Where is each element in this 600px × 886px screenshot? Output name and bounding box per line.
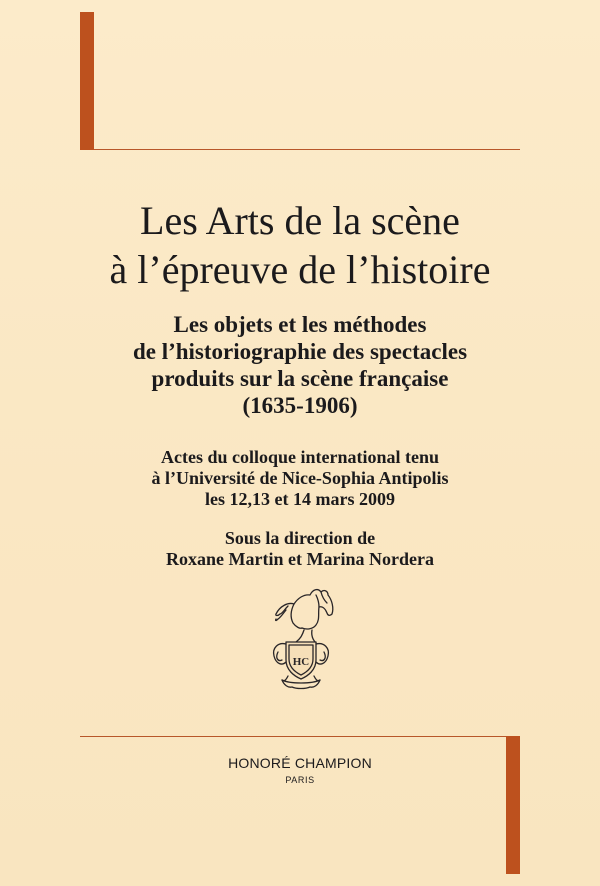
subtitle-line-1: Les objets et les méthodes xyxy=(173,312,427,337)
proceedings-line-1: Actes du colloque international tenu xyxy=(160,447,439,467)
book-title xyxy=(30,196,570,294)
title-line-1: Les Arts de la scène xyxy=(140,198,460,243)
proceedings-line-3: les 12,13 et 14 mars 2009 xyxy=(205,489,395,509)
publisher-city: PARIS xyxy=(285,775,315,785)
horse-and-shield-emblem-icon xyxy=(258,580,344,694)
emblem-monogram: HC xyxy=(292,656,310,668)
editors-line-2: Roxane Martin et Marina Nordera xyxy=(166,549,434,569)
top-accent-bar xyxy=(80,12,94,150)
editors-credit xyxy=(30,528,570,570)
publisher-name: HONORÉ CHAMPION xyxy=(228,755,372,771)
subtitle-line-3: produits sur la scène française xyxy=(151,366,449,391)
top-rule xyxy=(94,149,520,150)
subtitle-line-2: de l’historiographie des spectacles xyxy=(132,339,468,364)
proceedings-note xyxy=(30,447,570,510)
subtitle-line-4: (1635-1906) xyxy=(242,393,358,418)
book-subtitle xyxy=(30,311,570,419)
title-line-2: à l’épreuve de l’histoire xyxy=(109,247,491,292)
editors-line-1: Sous la direction de xyxy=(224,528,376,548)
bottom-rule xyxy=(80,736,506,737)
proceedings-line-2: à l’Université de Nice-Sophia Antipolis xyxy=(151,468,449,488)
bottom-accent-bar xyxy=(506,736,520,874)
